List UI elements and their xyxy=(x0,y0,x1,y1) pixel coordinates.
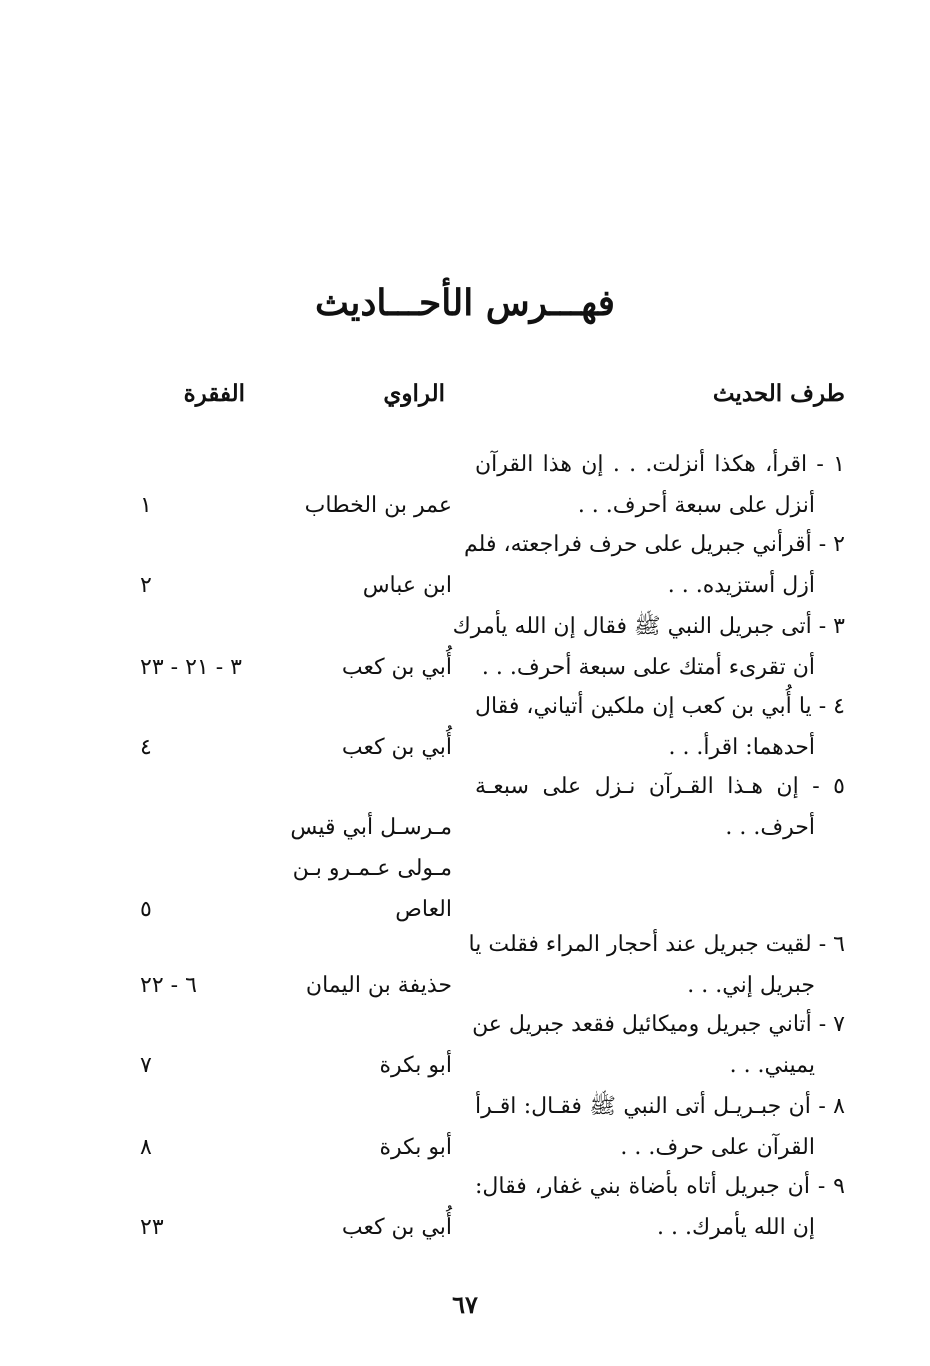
hadith-text-line2: إن الله يأمرك. . . xyxy=(657,1215,815,1240)
paragraph-ref: ٢ xyxy=(140,573,152,598)
column-header-hadith: طرف الحديث xyxy=(712,380,845,407)
column-header-paragraph: الفقرة xyxy=(183,380,245,407)
hadith-text-line1: ٨ - أن جبـريـل أتى النبي ﷺ فقـال: اقـرأ xyxy=(475,1094,845,1119)
page-title: فهـــرس الأحـــاديث xyxy=(315,282,615,324)
narrator-name: أبو بكرة xyxy=(379,1135,452,1160)
hadith-text-line2: أحرف. . . xyxy=(725,815,815,840)
narrator-name: عمر بن الخطاب xyxy=(304,493,452,518)
paragraph-ref: ٢٣ xyxy=(140,1215,164,1240)
narrator-name: أُبي بن كعب xyxy=(341,655,452,680)
hadith-text-line1: ٥ - إن هـذا القـرآن نـزل على سبعـة xyxy=(475,774,845,799)
page-number: ٦٧ xyxy=(452,1290,478,1319)
paragraph-ref: ٥ xyxy=(140,897,152,922)
hadith-text-line1: ٣ - أتى جبريل النبي ﷺ فقال إن الله يأمرك xyxy=(452,614,845,639)
narrator-name: أُبي بن كعب xyxy=(341,1215,452,1240)
hadith-text-line2: أنزل على سبعة أحرف. . . xyxy=(577,493,815,518)
narrator-name: أبو بكرة xyxy=(379,1053,452,1078)
hadith-text-line1: ٤ - يا أُبي بن كعب إن ملكين أتياني، فقال xyxy=(475,694,845,719)
hadith-text-line2: يميني. . . xyxy=(729,1053,815,1078)
hadith-text-line2: أحدهما: اقرأ. . . xyxy=(668,735,815,760)
paragraph-ref: ٣ - ٢١ - ٢٣ xyxy=(140,655,242,680)
hadith-text-line1: ٢ - أقرأني جبريل على حرف فراجعته، فلم xyxy=(464,532,845,557)
hadith-text-line1: ٦ - لقيت جبريل عند أحجار المراء فقلت يا xyxy=(468,932,845,957)
hadith-text-line2: أن تقرىء أمتك على سبعة أحرف. . . xyxy=(481,655,815,680)
paragraph-ref: ٦ - ٢٢ xyxy=(140,973,197,998)
narrator-name: حذيفة بن اليمان xyxy=(305,973,452,998)
paragraph-ref: ٧ xyxy=(140,1053,152,1078)
paragraph-ref: ٤ xyxy=(140,735,152,760)
hadith-text-line1: ٩ - أن جبريل أتاه بأضاة بني غفار، فقال: xyxy=(475,1174,845,1199)
column-header-narrator: الراوي xyxy=(383,380,445,407)
paragraph-ref: ٨ xyxy=(140,1135,152,1160)
paragraph-ref: ١ xyxy=(140,493,152,518)
hadith-text-line2: جبريل إني. . . xyxy=(687,973,815,998)
narrator-name: مـولى عـمـرو بـن xyxy=(292,856,452,881)
hadith-text-line1: ١ - اقرأ، هكذا أنزلت. . . إن هذا القرآن xyxy=(475,452,845,477)
narrator-name: أُبي بن كعب xyxy=(341,735,452,760)
narrator-name: ابن عباس xyxy=(362,573,452,598)
hadith-text-line2: أزل أستزيده. . . xyxy=(667,573,815,598)
hadith-text-line2: القرآن على حرف. . . xyxy=(620,1135,815,1160)
hadith-text-line1: ٧ - أتاني جبريل وميكائيل فقعد جبريل عن xyxy=(472,1012,845,1037)
narrator-name: العاص xyxy=(395,897,452,922)
narrator-name: مـرسـل أبي قيس xyxy=(290,815,452,840)
